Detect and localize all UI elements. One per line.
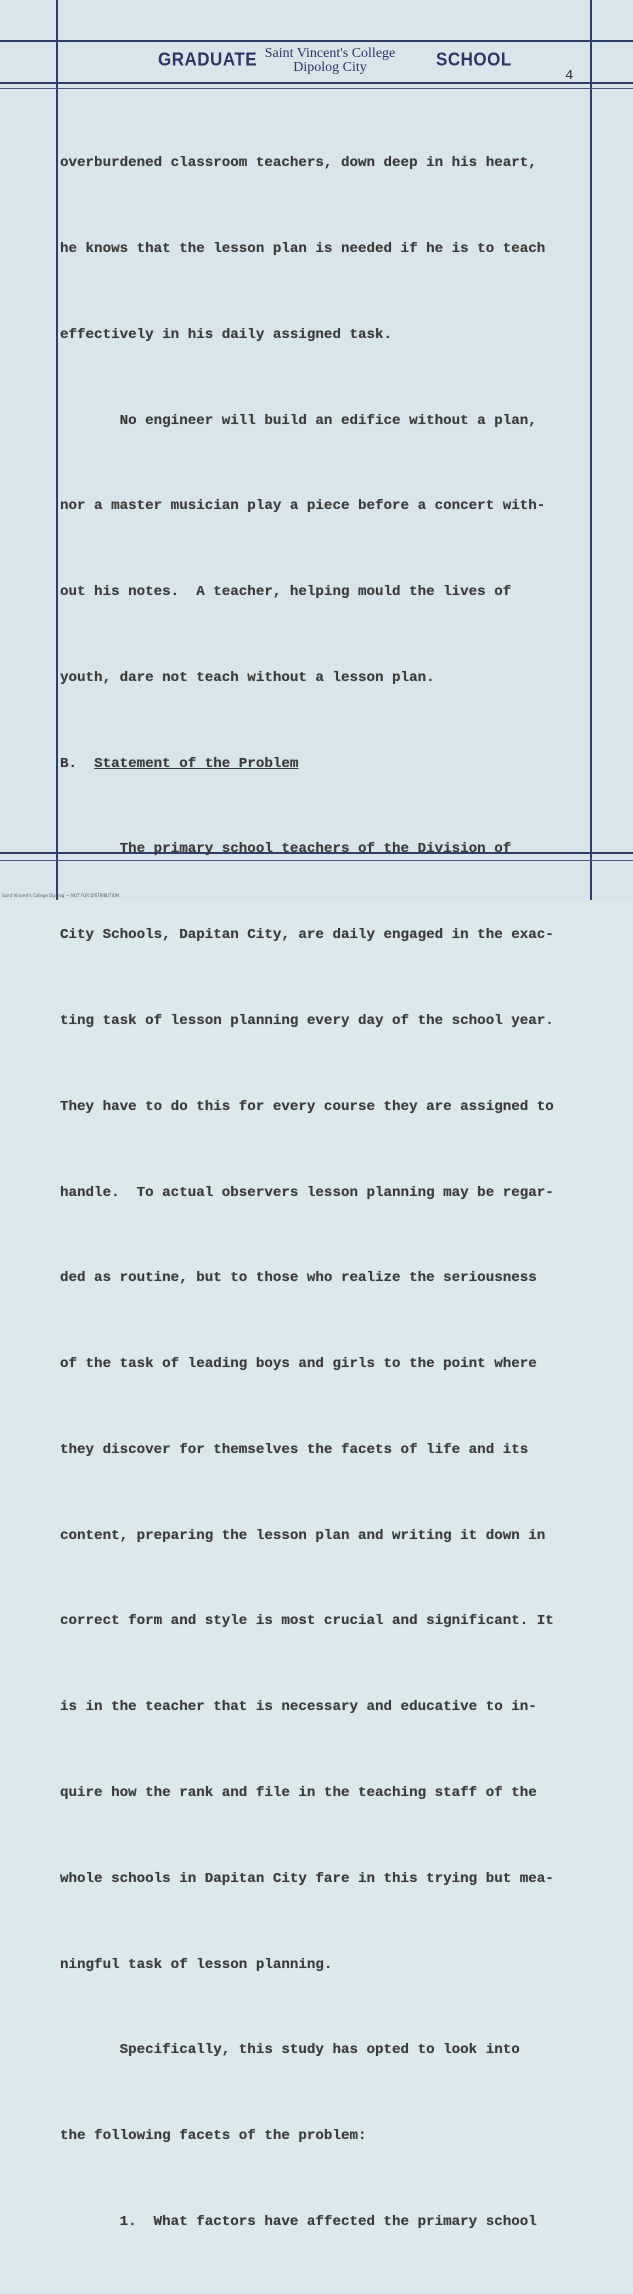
text-line: They have to do this for every course they are assigned to xyxy=(60,1098,554,1115)
left-margin-rule xyxy=(56,0,58,900)
header-college xyxy=(250,47,410,75)
text-line: correct form and style is most crucial and significant. It xyxy=(60,1613,554,1630)
text-line: Specifically, this study has opted to look into xyxy=(60,2042,520,2059)
header-sub-rule xyxy=(0,88,633,89)
header-school: SCHOOL xyxy=(436,49,512,70)
text-line: is in the teacher that is necessary and educative to in- xyxy=(60,1699,537,1716)
text-line: of the task of leading boys and girls to the point where xyxy=(60,1356,537,1373)
header-graduate: GRADUATE xyxy=(158,49,258,70)
top-rule xyxy=(0,40,633,42)
college-city: Dipolog City xyxy=(293,60,367,75)
text-line: the following facets of the problem: xyxy=(60,2128,367,2145)
text-line: out his notes. A teacher, helping mould the lives of xyxy=(60,584,512,601)
text-line: ningful task of lesson planning. xyxy=(60,1956,333,1973)
text-line: whole schools in Dapitan City fare in this trying but mea- xyxy=(60,1870,554,1887)
text-line: No engineer will build an edifice without a plan, xyxy=(60,412,537,429)
section-number: B. xyxy=(60,755,78,772)
college-name: Saint Vincent's College xyxy=(264,46,396,61)
text-line: ded as routine, but to those who realize the seriousness xyxy=(60,1270,537,1287)
body-text xyxy=(60,92,590,2294)
text-line: overburdened classroom teachers, down deep in his heart, xyxy=(60,155,537,172)
text-line: quire how the rank and file in the teaching staff of the xyxy=(60,1785,537,1802)
page-number: 4 xyxy=(565,68,574,84)
text-line: handle. To actual observers lesson planning may be regar- xyxy=(60,1184,554,1201)
text-line: effectively in his daily assigned task. xyxy=(60,326,393,343)
text-line: nor a master musician play a piece before a concert with- xyxy=(60,498,546,515)
text-line: The primary school teachers of the Division of xyxy=(60,841,512,858)
section-title: Statement of the Problem xyxy=(94,755,299,772)
text-line: ting task of lesson planning every day of the school year. xyxy=(60,1013,554,1029)
text-line: content, preparing the lesson plan and writing it down in xyxy=(60,1527,546,1544)
text-line: City Schools, Dapitan City, are daily engaged in the exac- xyxy=(60,927,554,944)
footer-note: Saint Vincent's College Dipolog — NOT FOR DISTRIBUTION xyxy=(2,893,119,898)
text-line: 1. What factors have affected the primary school xyxy=(60,2213,537,2230)
header-bottom-rule xyxy=(0,82,633,84)
section-heading xyxy=(60,750,590,779)
right-margin-rule xyxy=(590,0,592,900)
text-line: youth, dare not teach without a lesson plan. xyxy=(60,669,435,686)
text-line: they discover for themselves the facets of life and its xyxy=(60,1441,529,1458)
text-line: he knows that the lesson plan is needed if he is to teach xyxy=(60,240,546,257)
